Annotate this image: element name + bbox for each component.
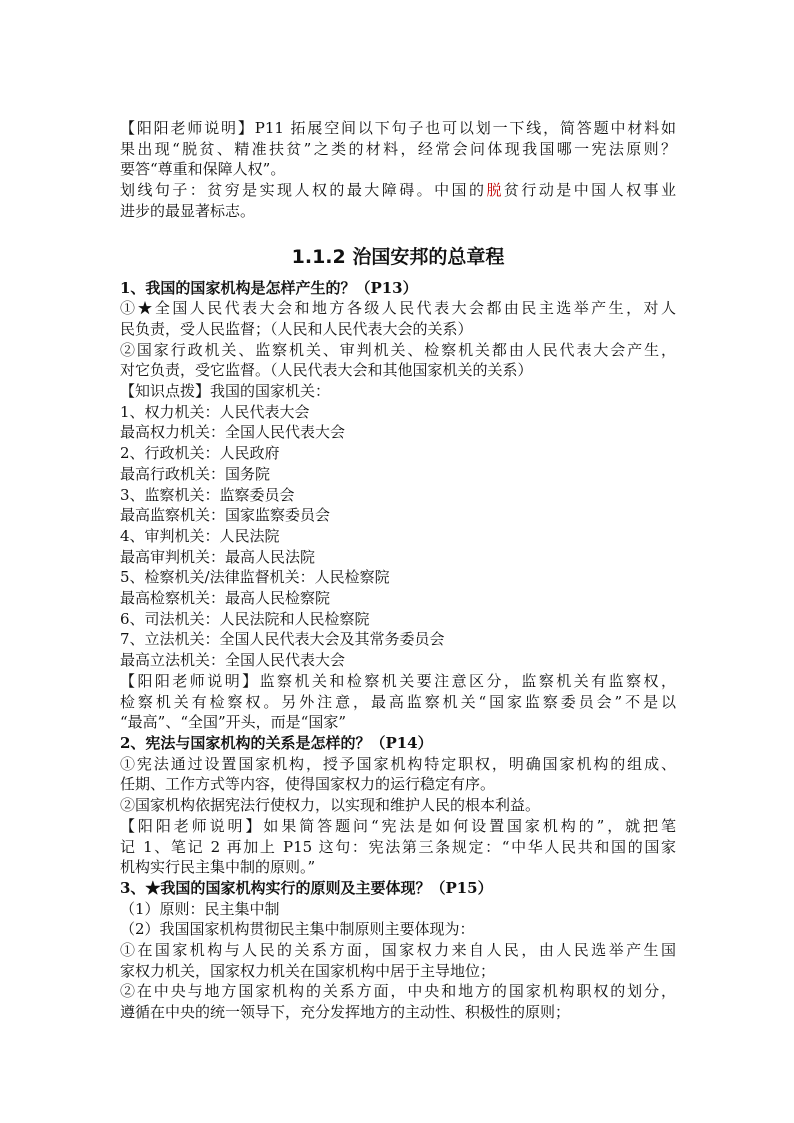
- list-item: 4、审判机关：人民法院: [120, 526, 280, 545]
- list-item: 5、检察机关/法律监督机关：人民检察院: [120, 568, 390, 587]
- list-item: 6、司法机关：人民法院和人民检察院: [120, 609, 370, 628]
- question-heading: 1、我国的国家机构是怎样产生的？（P13）: [120, 278, 418, 297]
- text-line: （2）我国国家机构贯彻民主集中制原则主要体现为：: [120, 920, 475, 939]
- text-line: 任期、工作方式等内容，使得国家权力的运行稳定有序。: [120, 775, 496, 794]
- intro-paragraph: [120, 118, 676, 222]
- question-2: [120, 733, 676, 878]
- text-line: 【阳阳老师说明】P11 拓展空间以下句子也可以划一下线，简答题中材料如: [120, 119, 676, 137]
- text-line: 检察机关有检察权。另外注意，最高监察机关“国家监察委员会”不是以: [120, 692, 676, 711]
- text-fragment: 贫行动是中国人权事业: [503, 181, 676, 200]
- tip-heading: 【知识点拨】我国的国家机关：: [120, 382, 331, 401]
- text-line: 遵循在中央的统一领导下，充分发挥地方的主动性、积极性的原则；: [120, 1003, 571, 1022]
- list-item: 最高监察机关：国家监察委员会: [120, 506, 331, 525]
- text-fragment: 划线句子：贫穷是实现人权的最大障碍。中国的: [120, 181, 487, 200]
- list-item: 最高权力机关：全国人民代表大会: [120, 423, 346, 442]
- question-1: [120, 278, 676, 733]
- list-item: 3、监察机关：监察委员会: [120, 485, 295, 504]
- text-line: 机构实行民主集中制的原则。”: [120, 858, 316, 877]
- section-title: 1.1.2 治国安邦的总章程: [291, 245, 505, 268]
- text-line: 果出现“脱贫、精准扶贫”之类的材料，经常会问体现我国哪一宪法原则？: [120, 139, 676, 158]
- list-item: 7、立法机关：全国人民代表大会及其常务委员会: [120, 630, 445, 649]
- text-line: 对它负责，受它监督。（人民代表大会和其他国家机关的关系）: [120, 361, 533, 380]
- text-line: ②国家行政机关、监察机关、审判机关、检察机关都由人民代表大会产生，: [120, 340, 676, 359]
- list-item: 最高审判机关：最高人民法院: [120, 547, 316, 566]
- text-line: “最高”、“全国”开头，而是“国家”: [120, 713, 347, 732]
- list-item: 最高检察机关：最高人民检察院: [120, 589, 331, 608]
- text-line: ①宪法通过设置国家机构，授予国家机构特定职权，明确国家机构的组成、: [120, 754, 676, 773]
- text-line: ①★全国人民代表大会和地方各级人民代表大会都由民主选举产生，对人: [120, 299, 676, 318]
- text-line: ②国家机构依据宪法行使权力，以实现和维护人民的根本利益。: [120, 796, 541, 815]
- list-item: 最高立法机关：全国人民代表大会: [120, 651, 346, 670]
- highlighted-character: 脱: [486, 181, 504, 200]
- list-item: 2、行政机关：人民政府: [120, 444, 280, 463]
- text-line: 【阳阳老师说明】监察机关和检察机关要注意区分，监察机关有监察权，: [120, 671, 676, 690]
- text-line: [120, 180, 676, 201]
- text-line: 民负责，受人民监督；（人民和人民代表大会的关系）: [120, 319, 473, 338]
- text-line: 要答“尊重和保障人权”。: [120, 160, 286, 179]
- text-line: 家权力机关，国家权力机关在国家机构中居于主导地位；: [120, 961, 496, 980]
- text-line: （1）原则：民主集中制: [120, 899, 280, 918]
- question-heading: 2、宪法与国家机构的关系是怎样的？（P14）: [120, 733, 433, 752]
- list-item: 最高行政机关：国务院: [120, 464, 271, 483]
- question-3: [120, 878, 676, 1023]
- text-line: 【阳阳老师说明】如果简答题问“宪法是如何设置国家机构的”，就把笔: [120, 816, 676, 835]
- text-line: 进步的最显著标志。: [120, 201, 256, 220]
- list-item: 1、权力机关：人民代表大会: [120, 402, 310, 421]
- text-line: 记 1、笔记 2 再加上 P15 这句：宪法第三条规定：“中华人民共和国的国家: [120, 837, 676, 856]
- document-page: [120, 118, 676, 1023]
- question-heading: 3、★我国的国家机构实行的原则及主要体现？（P15）: [120, 878, 493, 897]
- text-line: ①在国家机构与人民的关系方面，国家权力来自人民，由人民选举产生国: [120, 941, 676, 960]
- text-line: ②在中央与地方国家机构的关系方面，中央和地方的国家机构职权的划分，: [120, 982, 676, 1001]
